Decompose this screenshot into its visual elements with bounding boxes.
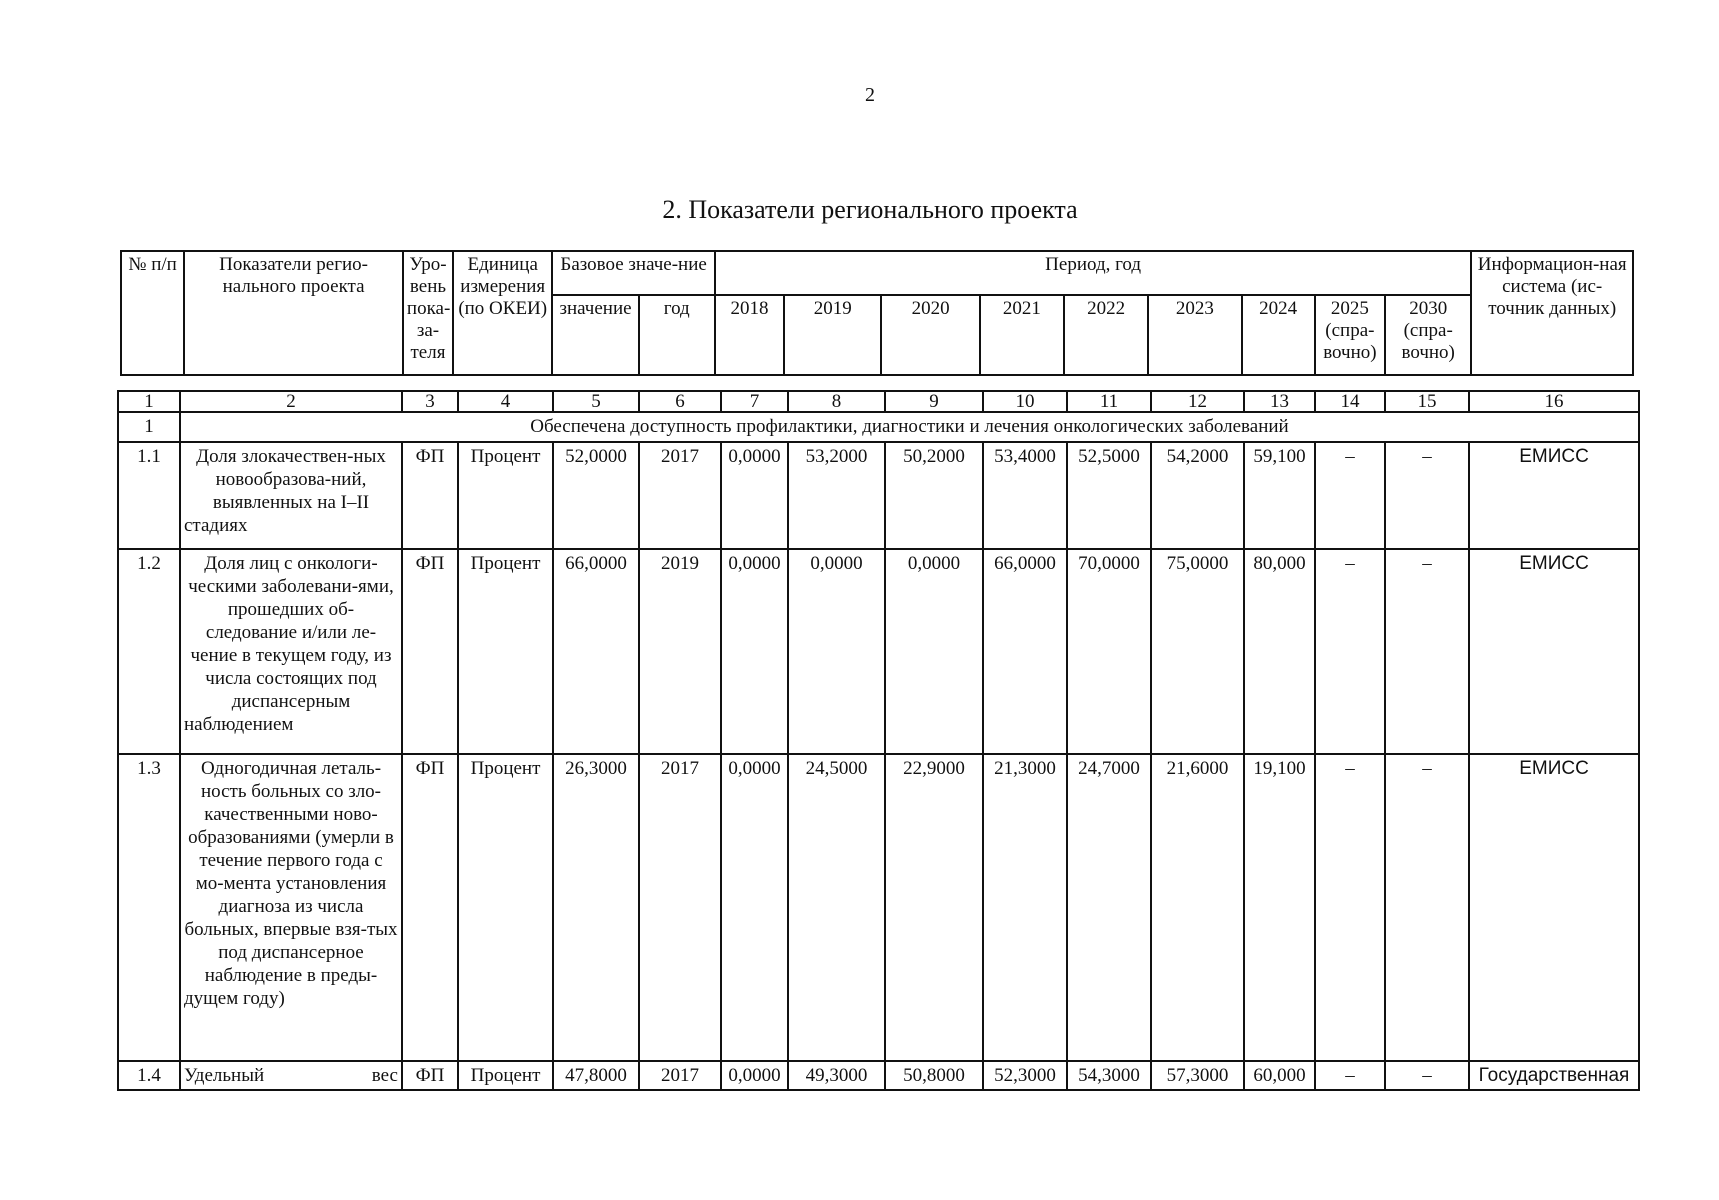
header-year: 2022 [1064, 295, 1148, 375]
indicator-level: ФП [402, 1061, 458, 1090]
header-year: 2021 [980, 295, 1064, 375]
value-2024: 80,000 [1244, 549, 1315, 754]
value-2030: – [1385, 754, 1469, 1061]
page-number: 2 [865, 84, 875, 106]
unit: Процент [458, 1061, 553, 1090]
header-base-year: год [639, 295, 715, 375]
column-number: 6 [639, 391, 721, 412]
value-2021: 52,3000 [983, 1061, 1067, 1090]
indicator-name: Доля злокачествен-ных новообразова-ний, выявленных на I–II стадиях [180, 442, 402, 549]
value-2018: 0,0000 [721, 549, 788, 754]
data-source: ЕМИСС [1469, 549, 1639, 754]
column-number: 13 [1244, 391, 1315, 412]
value-2018: 0,0000 [721, 1061, 788, 1090]
row-number: 1.3 [118, 754, 180, 1061]
row-number: 1.4 [118, 1061, 180, 1090]
data-source: ЕМИСС [1469, 442, 1639, 549]
header-year: 2030 (спра-вочно) [1385, 295, 1471, 375]
column-number: 10 [983, 391, 1067, 412]
data-source: ЕМИСС [1469, 754, 1639, 1061]
section-number: 1 [118, 412, 180, 442]
column-number-row [118, 391, 1639, 412]
column-number: 4 [458, 391, 553, 412]
value-2020: 50,2000 [885, 442, 983, 549]
table-row [118, 442, 1639, 549]
indicator-level: ФП [402, 442, 458, 549]
table-row [118, 549, 1639, 754]
header-table [120, 250, 1634, 376]
header-year: 2024 [1242, 295, 1315, 375]
value-2023: 75,0000 [1151, 549, 1244, 754]
header-indicator: Показатели регио-нального проекта [184, 251, 403, 375]
indicator-level: ФП [402, 549, 458, 754]
value-2022: 24,7000 [1067, 754, 1151, 1061]
value-2022: 52,5000 [1067, 442, 1151, 549]
value-2020: 22,9000 [885, 754, 983, 1061]
value-2022: 54,3000 [1067, 1061, 1151, 1090]
value-2025: – [1315, 442, 1385, 549]
header-number: № п/п [121, 251, 184, 375]
column-number: 7 [721, 391, 788, 412]
data-source: Государственная [1469, 1061, 1639, 1090]
row-number: 1.1 [118, 442, 180, 549]
indicator-name: Одногодичная леталь-ность больных со зло-качественными ново-образованиями (умерли в течение первого года с мо-мента установления диагноза из числа больных, впервые взя-тых под диспансерное наблюдение в преды-дущем году) [180, 754, 402, 1061]
base-value: 26,3000 [553, 754, 639, 1061]
value-2023: 57,3000 [1151, 1061, 1244, 1090]
column-number: 5 [553, 391, 639, 412]
base-year: 2017 [639, 754, 721, 1061]
section-title: Обеспечена доступность профилактики, диагностики и лечения онкологических заболеваний [180, 412, 1639, 442]
base-value: 52,0000 [553, 442, 639, 549]
value-2019: 0,0000 [788, 549, 885, 754]
header-base-value: значение [552, 295, 638, 375]
header-unit: Единица измерения (по ОКЕИ) [453, 251, 552, 375]
unit: Процент [458, 754, 553, 1061]
header-year: 2020 [881, 295, 979, 375]
column-number: 8 [788, 391, 885, 412]
value-2022: 70,0000 [1067, 549, 1151, 754]
value-2030: – [1385, 1061, 1469, 1090]
column-number: 15 [1385, 391, 1469, 412]
column-number: 11 [1067, 391, 1151, 412]
header-year: 2018 [715, 295, 784, 375]
value-2023: 21,6000 [1151, 754, 1244, 1061]
column-number: 9 [885, 391, 983, 412]
value-2024: 59,100 [1244, 442, 1315, 549]
indicator-name: Доля лиц с онкологи-ческими заболевани-ями, прошедших об-следование и/или ле-чение в текущем году, из числа состоящих под диспансерным наблюдением [180, 549, 402, 754]
value-2024: 19,100 [1244, 754, 1315, 1061]
value-2023: 54,2000 [1151, 442, 1244, 549]
indicator-name: Удельный вес [180, 1061, 402, 1090]
value-2030: – [1385, 549, 1469, 754]
value-2019: 24,5000 [788, 754, 885, 1061]
table-title: 2. Показатели регионального проекта [662, 195, 1078, 224]
base-year: 2017 [639, 442, 721, 549]
column-number: 14 [1315, 391, 1385, 412]
value-2021: 53,4000 [983, 442, 1067, 549]
value-2021: 66,0000 [983, 549, 1067, 754]
column-number: 12 [1151, 391, 1244, 412]
value-2025: – [1315, 754, 1385, 1061]
value-2021: 21,3000 [983, 754, 1067, 1061]
header-level: Уро-вень пока-за-теля [403, 251, 453, 375]
base-year: 2017 [639, 1061, 721, 1090]
value-2025: – [1315, 549, 1385, 754]
indicator-level: ФП [402, 754, 458, 1061]
column-number: 1 [118, 391, 180, 412]
indicators-table [117, 390, 1640, 1091]
value-2018: 0,0000 [721, 442, 788, 549]
column-number: 3 [402, 391, 458, 412]
header-year: 2019 [784, 295, 881, 375]
column-number: 16 [1469, 391, 1639, 412]
value-2030: – [1385, 442, 1469, 549]
unit: Процент [458, 549, 553, 754]
value-2020: 50,8000 [885, 1061, 983, 1090]
header-year: 2025 (спра-вочно) [1315, 295, 1385, 375]
value-2024: 60,000 [1244, 1061, 1315, 1090]
row-number: 1.2 [118, 549, 180, 754]
base-year: 2019 [639, 549, 721, 754]
section-row [118, 412, 1639, 442]
base-value: 47,8000 [553, 1061, 639, 1090]
unit: Процент [458, 442, 553, 549]
header-year: 2023 [1148, 295, 1241, 375]
value-2018: 0,0000 [721, 754, 788, 1061]
value-2019: 49,3000 [788, 1061, 885, 1090]
header-source: Информацион-ная система (ис-точник данных) [1471, 251, 1633, 375]
value-2020: 0,0000 [885, 549, 983, 754]
column-number: 2 [180, 391, 402, 412]
header-period: Период, год [715, 251, 1472, 295]
header-base: Базовое значе-ние [552, 251, 715, 295]
table-row [118, 754, 1639, 1061]
base-value: 66,0000 [553, 549, 639, 754]
value-2025: – [1315, 1061, 1385, 1090]
value-2019: 53,2000 [788, 442, 885, 549]
table-row [118, 1061, 1639, 1090]
